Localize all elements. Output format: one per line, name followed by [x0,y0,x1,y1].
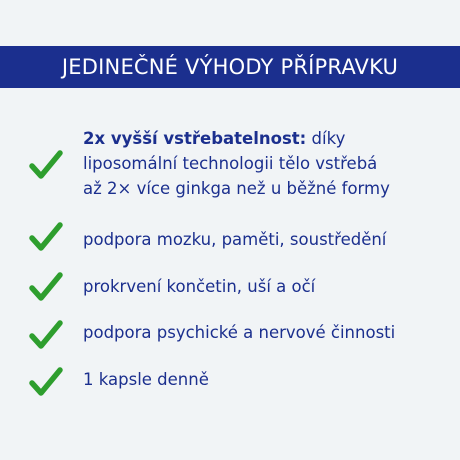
benefit-line-1: díky [306,129,346,148]
check-icon [29,272,63,302]
benefit-line-2: liposomální technologii tělo vstřebá [83,154,378,173]
header-banner [0,46,460,88]
benefit-bold-label: 2x vyšší vstřebatelnost: [83,129,307,148]
benefit-text-brain: podpora mozku, paměti, soustředění [83,230,387,249]
check-icon [29,222,63,252]
check-icon [29,150,63,180]
check-icon [29,320,63,350]
benefit-text-nervous: podpora psychické a nervové činnosti [83,323,396,342]
benefit-text-circulation: prokrvení končetin, uší a očí [83,277,316,296]
benefit-text-absorption [83,126,455,201]
benefit-line-3: až 2× více ginkga než u běžné formy [83,179,390,198]
check-icon [29,367,63,397]
header-title: JEDINEČNÉ VÝHODY PŘÍPRAVKU [61,55,399,79]
benefit-text-dosage: 1 kapsle denně [83,370,209,389]
